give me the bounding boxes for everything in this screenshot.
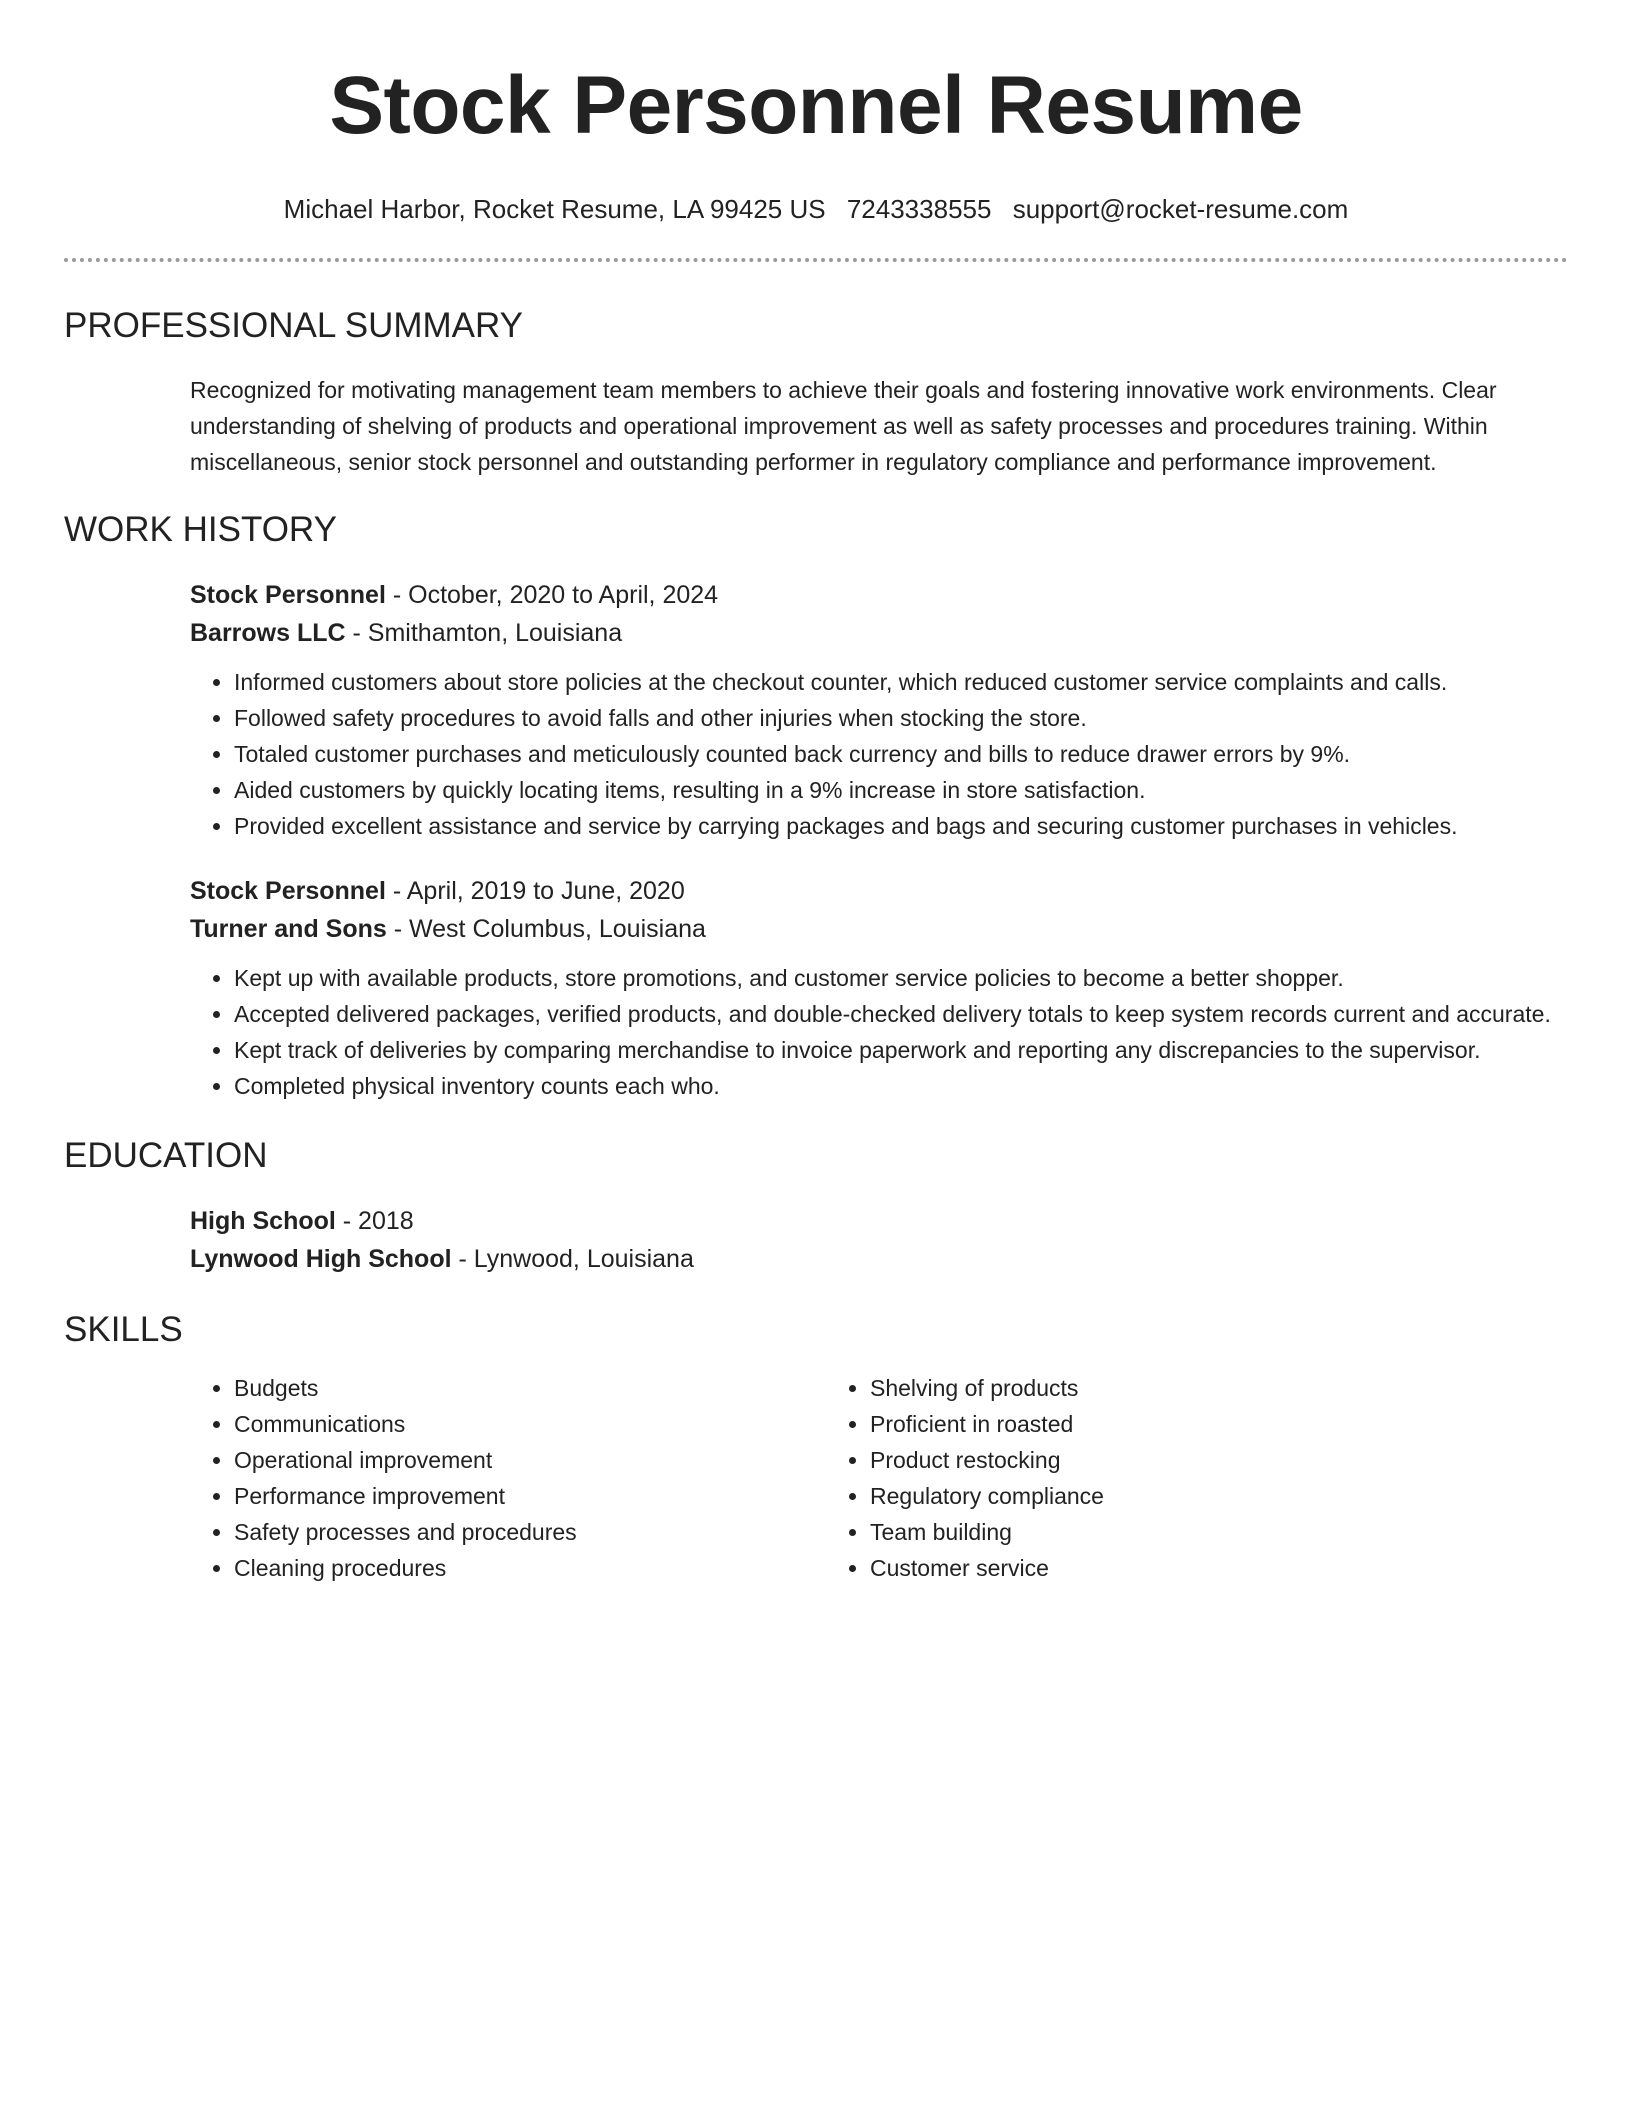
skill-item: • Customer service [870, 1550, 1462, 1586]
job-duty: • Kept track of deliveries by comparing merchandise to invoice paperwork and reporting any discrepancies to the supervisor. [234, 1032, 1568, 1068]
education-school-line [190, 1240, 1568, 1278]
skill-item: • Proficient in roasted [870, 1406, 1462, 1442]
job-company-line [190, 614, 1568, 652]
contact-address: Michael Harbor, Rocket Resume, LA 99425 US [283, 194, 826, 224]
work-history-section [190, 576, 1568, 1104]
job-entry [190, 576, 1568, 844]
job-title: Stock Personnel [190, 877, 386, 905]
summary-heading: PROFESSIONAL SUMMARY [64, 306, 523, 345]
job-title: Stock Personnel [190, 581, 386, 609]
job-duty: • Provided excellent assistance and service by carrying packages and bags and securing customer purchases in vehicles. [234, 808, 1568, 844]
skill-item: • Safety processes and procedures [234, 1514, 826, 1550]
job-role-line [190, 576, 1568, 614]
skill-item: • Budgets [234, 1370, 826, 1406]
skill-item: • Team building [870, 1514, 1462, 1550]
job-duty: • Completed physical inventory counts each who. [234, 1068, 1568, 1104]
skill-item: • Product restocking [870, 1442, 1462, 1478]
education-degree-line [190, 1202, 1568, 1240]
education-degree: High School [190, 1207, 336, 1235]
contact-line [64, 192, 1568, 226]
skills-list-left [190, 1370, 826, 1586]
skill-item: • Regulatory compliance [870, 1478, 1462, 1514]
header-divider [64, 258, 1568, 262]
summary-section [190, 372, 1568, 480]
job-duties-list [190, 960, 1568, 1104]
job-duty: • Followed safety procedures to avoid falls and other injuries when stocking the store. [234, 700, 1568, 736]
job-location: - West Columbus, Louisiana [386, 915, 706, 943]
skill-item: • Communications [234, 1406, 826, 1442]
job-role-line [190, 872, 1568, 910]
contact-phone: 7243338555 [846, 194, 992, 224]
job-duty: • Aided customers by quickly locating items, resulting in a 9% increase in store satisfaction. [234, 772, 1568, 808]
job-duty: • Accepted delivered packages, verified products, and double-checked delivery totals to keep system records current and accurate. [234, 996, 1568, 1032]
skills-heading: SKILLS [64, 1310, 183, 1349]
job-company: Barrows LLC [190, 619, 346, 647]
skill-item: • Operational improvement [234, 1442, 826, 1478]
job-duty: • Kept up with available products, store promotions, and customer service policies to become a better shopper. [234, 960, 1568, 996]
skills-section [190, 1370, 1568, 1586]
contact-email: support@rocket-resume.com [1012, 194, 1349, 224]
skills-list-right [826, 1370, 1462, 1586]
education-location: - Lynwood, Louisiana [451, 1245, 694, 1273]
education-section [190, 1202, 1568, 1278]
skill-item: • Cleaning procedures [234, 1550, 826, 1586]
resume-title: Stock Personnel Resume [329, 60, 1303, 151]
job-duties-list [190, 664, 1568, 844]
summary-text: Recognized for motivating management team members to achieve their goals and fostering innovative work environments. Clear understanding of shelving of products and operational improvement as well as safety processes and procedures training. Within miscellaneous, senior stock personnel and outstanding performer in regulatory compliance and performance improvement. [190, 377, 1497, 475]
skills-grid [190, 1370, 1568, 1586]
job-company-line [190, 910, 1568, 948]
skill-item: • Shelving of products [870, 1370, 1462, 1406]
job-duty: • Totaled customer purchases and meticulously counted back currency and bills to reduce drawer errors by 9%. [234, 736, 1568, 772]
job-dates: - October, 2020 to April, 2024 [385, 581, 719, 609]
education-year: - 2018 [335, 1207, 414, 1235]
education-school: Lynwood High School [190, 1245, 452, 1273]
job-entry [190, 872, 1568, 1104]
skill-item: • Performance improvement [234, 1478, 826, 1514]
job-dates: - April, 2019 to June, 2020 [385, 877, 685, 905]
job-duty: • Informed customers about store policies at the checkout counter, which reduced customer service complaints and calls. [234, 664, 1568, 700]
education-heading: EDUCATION [64, 1136, 268, 1175]
job-location: - Smithamton, Louisiana [345, 619, 623, 647]
education-entry [190, 1202, 1568, 1278]
work-history-heading: WORK HISTORY [64, 510, 337, 549]
job-company: Turner and Sons [190, 915, 387, 943]
